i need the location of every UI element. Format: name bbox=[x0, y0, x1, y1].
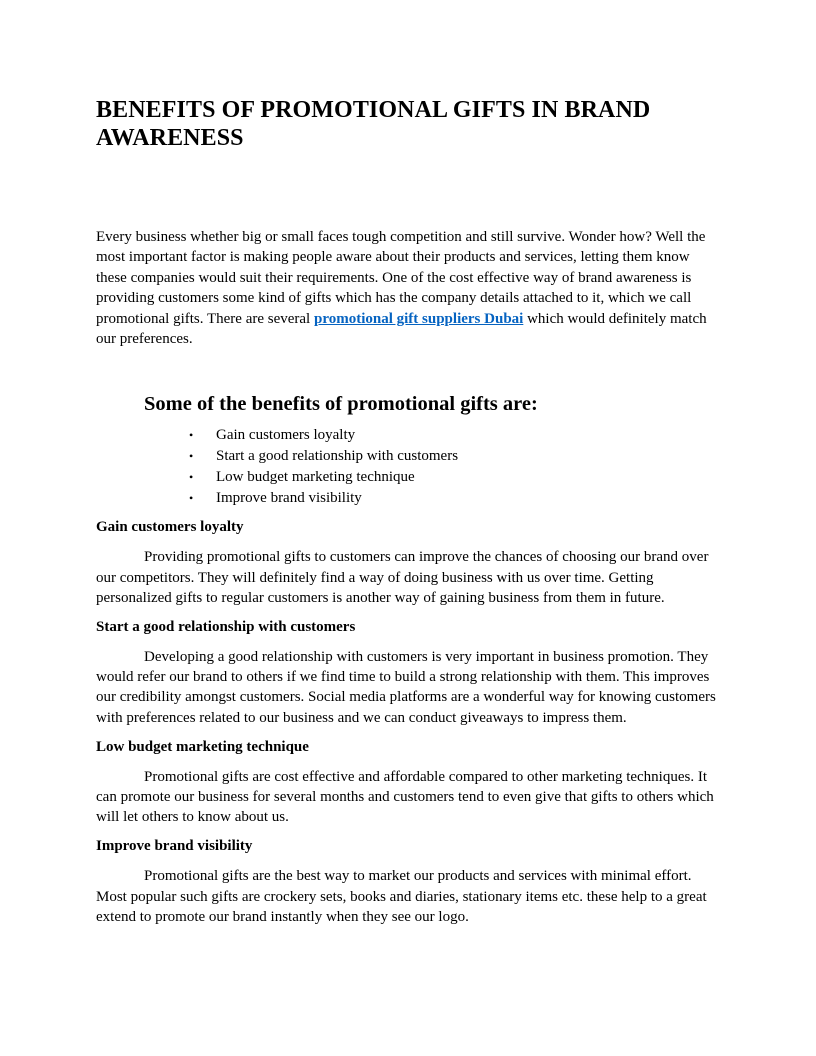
list-item-label: Improve brand visibility bbox=[216, 490, 362, 507]
list-item bbox=[189, 488, 720, 509]
list-item bbox=[189, 467, 720, 488]
intro-text-before: Every business whether big or small faces tough competition and still survive. Wonder how? Well the most important factor is making people aware about their products and services, letting them know these companies would suit their requirements. One of the cost effective way of brand awareness is providing customers some kind of gifts which has the company details attached to it, which we call promotional gifts. There are several bbox=[96, 229, 706, 327]
list-item-label: Gain customers loyalty bbox=[216, 427, 356, 444]
list-item bbox=[189, 446, 720, 467]
intro-paragraph bbox=[96, 227, 720, 349]
list-item bbox=[189, 425, 720, 446]
list-item-label: Low budget marketing technique bbox=[216, 469, 415, 486]
promotional-gift-suppliers-link[interactable]: promotional gift suppliers Dubai bbox=[313, 310, 524, 327]
section-heading-visibility: Improve brand visibility bbox=[96, 838, 253, 855]
section-body-loyalty: Providing promotional gifts to customers can improve the chances of choosing our brand over our competitors. They will definitely find a way of doing business with us over time. Getting personalized gifts to regular customers is another way of gaining business from them in future. bbox=[96, 549, 709, 606]
section-heading-loyalty: Gain customers loyalty bbox=[96, 519, 244, 536]
section-heading-low-budget: Low budget marketing technique bbox=[96, 738, 309, 755]
section-body-visibility: Promotional gifts are the best way to market our products and services with minimal effort. Most popular such gifts are crockery sets, books and diaries, stationary items etc. these help to a great extend to promote our brand instantly when they see our logo. bbox=[96, 868, 707, 925]
intro-text-after: which would definitely match our preferences. bbox=[96, 310, 707, 348]
page-title: BENEFITS OF PROMOTIONAL GIFTS IN BRAND AWARENESS bbox=[96, 97, 651, 151]
bullet-icon: • bbox=[189, 428, 194, 443]
section-body-relationship: Developing a good relationship with customers is very important in business promotion. They would refer our brand to others if we find time to build a strong relationship with them. This improves our credibility amongst customers. Social media platforms are a wonderful way for knowing customers with preferences related to our business and we can conduct giveaways to impress them. bbox=[96, 649, 716, 726]
bullet-icon: • bbox=[189, 449, 194, 464]
list-item-label: Start a good relationship with customers bbox=[216, 448, 459, 465]
bullet-icon: • bbox=[189, 491, 194, 506]
section-heading-relationship: Start a good relationship with customers bbox=[96, 619, 356, 636]
benefits-list bbox=[96, 425, 720, 509]
benefits-heading: Some of the benefits of promotional gifts are: bbox=[144, 393, 538, 416]
section-body-low-budget: Promotional gifts are cost effective and affordable compared to other marketing techniques. It can promote our business for several months and customers tend to even give that gifts to others which will let others to know about us. bbox=[96, 768, 714, 826]
bullet-icon: • bbox=[189, 470, 194, 485]
